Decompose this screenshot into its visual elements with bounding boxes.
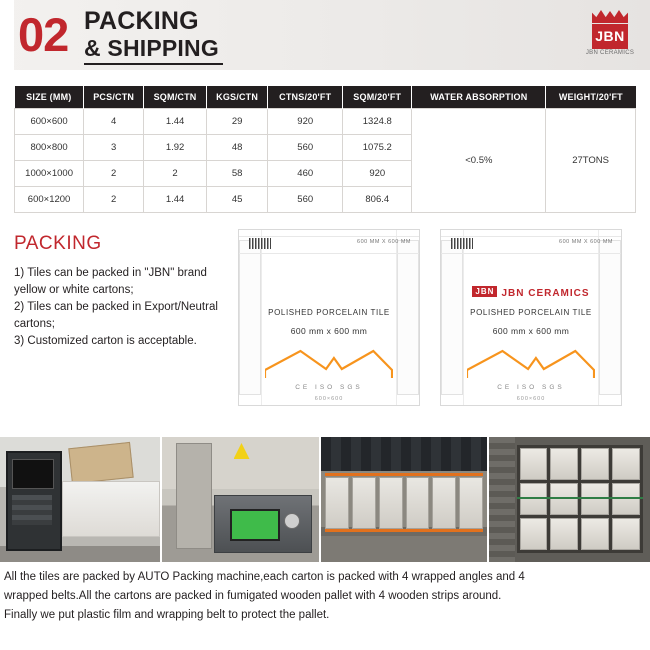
cell-water-absorption: <0.5% bbox=[412, 109, 546, 213]
carton-flap-left bbox=[441, 240, 463, 395]
cell-kgs-ctn: 48 bbox=[206, 135, 267, 161]
carton-bottom-code: 600×600 bbox=[314, 396, 344, 402]
cell-ctns-20ft: 560 bbox=[268, 135, 343, 161]
cell-sqm-ctn: 1.92 bbox=[144, 135, 207, 161]
photo-carton bbox=[520, 483, 548, 515]
page-header bbox=[0, 0, 650, 70]
footer-description bbox=[4, 568, 644, 625]
photo-carton bbox=[550, 448, 578, 480]
header-left-bar bbox=[0, 0, 14, 70]
photo-rack-beam bbox=[325, 529, 483, 532]
photo-carton bbox=[612, 448, 640, 480]
col-weight-20ft: WEIGHT/20'FT bbox=[546, 86, 636, 109]
cell-sqm-ctn: 2 bbox=[144, 161, 207, 187]
cell-kgs-ctn: 29 bbox=[206, 109, 267, 135]
page-title bbox=[84, 8, 223, 65]
footer-line-1: All the tiles are packed by AUTO Packing machine,each carton is packed with 4 wrapped angles and 4 bbox=[4, 571, 525, 583]
photo-rack-beam bbox=[325, 473, 483, 476]
table-row bbox=[15, 109, 636, 135]
photo-green-screen bbox=[230, 509, 280, 541]
col-sqm-ctn: SQM/CTN bbox=[144, 86, 207, 109]
photo-carton bbox=[520, 448, 548, 480]
list-item: 1) Tiles can be packed in "JBN" brand yellow or white cartons; bbox=[14, 267, 207, 296]
cell-ctns-20ft: 560 bbox=[268, 187, 343, 213]
cell-sqm-20ft: 1324.8 bbox=[343, 109, 412, 135]
cell-pcs-ctn: 4 bbox=[84, 109, 144, 135]
photo-pallet bbox=[432, 477, 456, 529]
photo-pallet bbox=[406, 477, 430, 529]
cell-weight-20ft: 27TONS bbox=[546, 109, 636, 213]
carton-top-code: 600 MM X 600 MM bbox=[357, 239, 411, 245]
photo-display bbox=[12, 459, 54, 489]
photo-pallet-row bbox=[325, 477, 483, 529]
barcode-icon bbox=[451, 238, 473, 249]
photo-frame bbox=[176, 443, 212, 549]
cell-sqm-20ft: 920 bbox=[343, 161, 412, 187]
photo-pallet bbox=[325, 477, 349, 529]
cell-pcs-ctn: 3 bbox=[84, 135, 144, 161]
carton-flap-left bbox=[239, 240, 261, 395]
page-title-line2: & SHIPPING bbox=[84, 35, 223, 65]
crown-icon bbox=[592, 10, 628, 23]
packing-heading: PACKING bbox=[14, 233, 102, 254]
photo-container-wall bbox=[489, 437, 515, 562]
jbn-logo bbox=[584, 10, 636, 60]
spec-table bbox=[14, 86, 636, 213]
cell-kgs-ctn: 45 bbox=[206, 187, 267, 213]
col-sqm-20ft: SQM/20'FT bbox=[343, 86, 412, 109]
carton-line2: 600 mm x 600 mm bbox=[492, 326, 570, 336]
cell-size: 1000×1000 bbox=[15, 161, 84, 187]
col-water-absorption: WATER ABSORPTION bbox=[412, 86, 546, 109]
photo-buttons bbox=[12, 495, 52, 525]
barcode-icon bbox=[249, 238, 271, 249]
section-number: 02 bbox=[18, 8, 69, 61]
cell-ctns-20ft: 460 bbox=[268, 161, 343, 187]
carton-bottom-code: 600×600 bbox=[516, 396, 546, 402]
carton-line1: POLISHED PORCELAIN TILE bbox=[268, 308, 390, 317]
photo-carton bbox=[581, 448, 609, 480]
spec-table-wrap bbox=[14, 86, 636, 213]
photo-carton bbox=[581, 518, 609, 550]
list-item: 3) Customized carton is acceptable. bbox=[14, 335, 197, 347]
photo-machine-body bbox=[62, 481, 160, 537]
logo-subtext: JBN CERAMICS bbox=[585, 50, 635, 56]
photo-carton bbox=[581, 483, 609, 515]
photo-carton bbox=[550, 483, 578, 515]
loaded-shipping-container bbox=[489, 437, 650, 562]
photo-strip bbox=[0, 437, 650, 562]
page-title-line1: PACKING bbox=[84, 7, 199, 35]
cell-sqm-20ft: 1075.2 bbox=[343, 135, 412, 161]
carton-line1: POLISHED PORCELAIN TILE bbox=[470, 308, 592, 317]
col-pcs-ctn: PCS/CTN bbox=[84, 86, 144, 109]
carton-roof-graphic bbox=[265, 349, 393, 379]
photo-carton bbox=[612, 518, 640, 550]
carton-neutral-illustration bbox=[238, 229, 420, 406]
photo-carton bbox=[550, 518, 578, 550]
table-header-row bbox=[15, 86, 636, 109]
roof-shape-icon bbox=[265, 349, 393, 379]
footer-line-2: wrapped belts.All the cartons are packed in fumigated wooden pallet with 4 wooden strips around. bbox=[4, 590, 502, 602]
col-size: SIZE (MM) bbox=[15, 86, 84, 109]
photo-wood-pallet bbox=[68, 442, 133, 484]
carton-flap-right bbox=[397, 240, 419, 395]
carton-branded-illustration bbox=[440, 229, 622, 406]
packing-machine-touch-screen bbox=[162, 437, 320, 562]
jbn-mark-icon: JBN bbox=[472, 286, 497, 297]
certification-marks: CE ISO SGS bbox=[295, 384, 363, 391]
packing-section bbox=[0, 229, 650, 419]
cell-size: 800×800 bbox=[15, 135, 84, 161]
photo-pallet bbox=[459, 477, 483, 529]
carton-top-code: 600 MM X 600 MM bbox=[559, 239, 613, 245]
cell-pcs-ctn: 2 bbox=[84, 161, 144, 187]
carton-brand-name: JBN CERAMICS bbox=[501, 288, 590, 299]
carton-roof-graphic bbox=[467, 349, 595, 379]
photo-pallet bbox=[352, 477, 376, 529]
col-ctns-20ft: CTNS/20'FT bbox=[268, 86, 343, 109]
cell-sqm-20ft: 806.4 bbox=[343, 187, 412, 213]
cell-ctns-20ft: 920 bbox=[268, 109, 343, 135]
col-kgs-ctn: KGS/CTN bbox=[206, 86, 267, 109]
photo-carton bbox=[612, 483, 640, 515]
carton-brand-line bbox=[441, 286, 621, 299]
photo-pallet bbox=[379, 477, 403, 529]
photo-roof bbox=[321, 437, 486, 471]
photo-tile-grid bbox=[520, 448, 640, 550]
photo-carton bbox=[520, 518, 548, 550]
photo-knob bbox=[284, 513, 300, 529]
cell-size: 600×600 bbox=[15, 109, 84, 135]
footer-line-3: Finally we put plastic film and wrapping belt to protect the pallet. bbox=[4, 609, 330, 621]
cell-sqm-ctn: 1.44 bbox=[144, 187, 207, 213]
cell-sqm-ctn: 1.44 bbox=[144, 109, 207, 135]
certification-marks: CE ISO SGS bbox=[497, 384, 565, 391]
cell-kgs-ctn: 58 bbox=[206, 161, 267, 187]
list-item: 2) Tiles can be packed in Export/Neutral cartons; bbox=[14, 301, 218, 330]
carton-line2: 600 mm x 600 mm bbox=[290, 326, 368, 336]
photo-tile-stack bbox=[517, 445, 643, 553]
auto-packing-machine-control-panel bbox=[0, 437, 160, 562]
cell-size: 600×1200 bbox=[15, 187, 84, 213]
carton-flap-right bbox=[599, 240, 621, 395]
photo-strap bbox=[517, 497, 643, 499]
warehouse-pallet-storage bbox=[321, 437, 486, 562]
roof-shape-icon bbox=[467, 349, 595, 379]
cell-pcs-ctn: 2 bbox=[84, 187, 144, 213]
logo-text: JBN bbox=[592, 24, 628, 49]
packing-list bbox=[14, 265, 229, 350]
photo-floor bbox=[321, 536, 486, 562]
